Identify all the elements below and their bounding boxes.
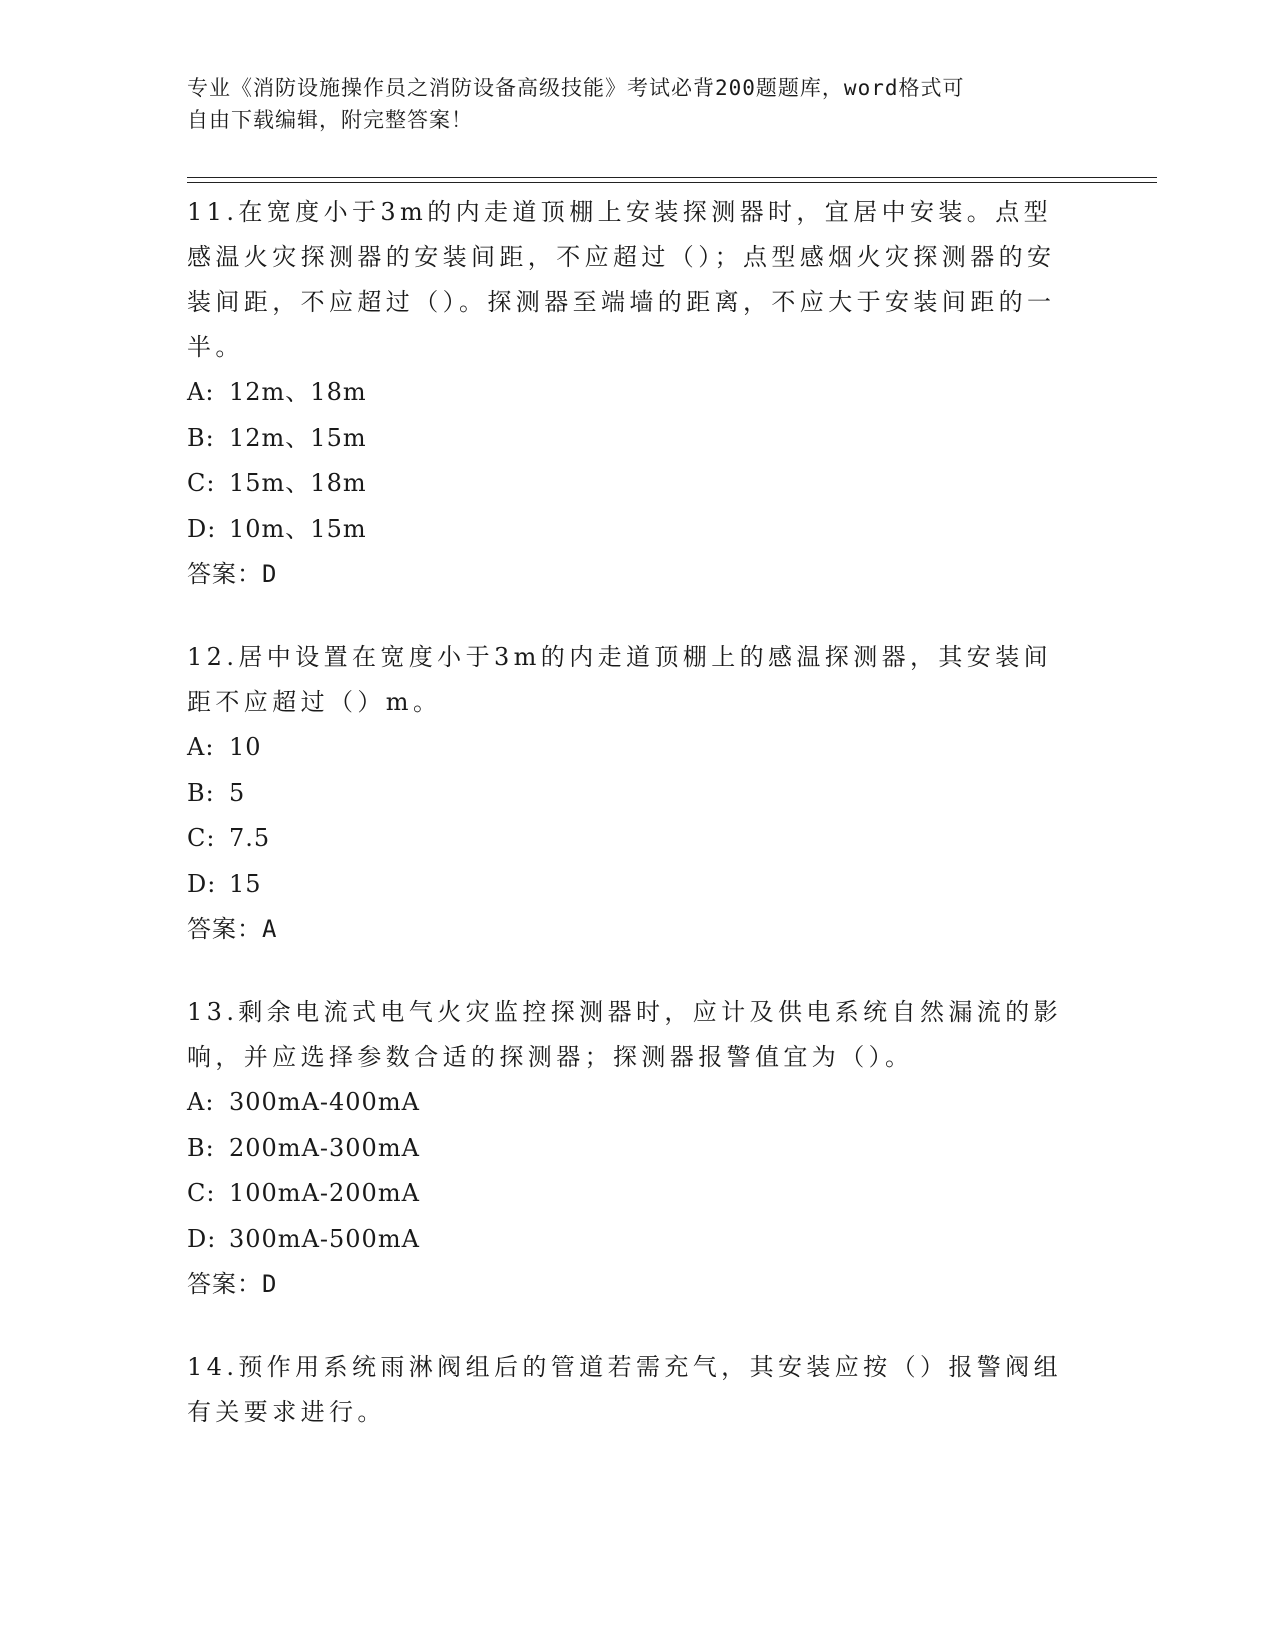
header-line-1: 专业《消防设施操作员之消防设备高级技能》考试必背200题题库，word格式可 bbox=[187, 76, 965, 100]
question-stem: 14.预作用系统雨淋阀组后的管道若需充气，其安装应按（）报警阀组有关要求进行。 bbox=[187, 1353, 1062, 1426]
question-stem: 12.居中设置在宽度小于3m的内走道顶棚上的感温探测器，其安装间距不应超过（）m。 bbox=[187, 643, 1052, 716]
option-d bbox=[187, 862, 1077, 908]
option-d bbox=[187, 1217, 1077, 1263]
option-label: D: bbox=[187, 869, 217, 898]
option-label: C: bbox=[187, 824, 216, 852]
option-b bbox=[187, 1126, 1077, 1172]
option-d bbox=[187, 507, 1077, 553]
option-text: 12m、18m bbox=[229, 378, 367, 406]
option-text: 300mA-500mA bbox=[229, 1224, 420, 1253]
option-text: 12m、15m bbox=[229, 423, 367, 452]
option-a bbox=[187, 370, 1077, 416]
question-stem: 11.在宽度小于3m的内走道顶棚上安装探测器时，宜居中安装。点型感温火灾探测器的安装间距，不应超过（）；点型感烟火灾探测器的安装间距，不应超过（）。探测器至端墙的距离，不应大于安装间距的一半。 bbox=[187, 198, 1056, 361]
option-text: 100mA-200mA bbox=[229, 1179, 420, 1207]
question-12 bbox=[187, 635, 1077, 952]
option-label: D: bbox=[187, 1224, 217, 1253]
option-a bbox=[187, 725, 1077, 771]
option-c bbox=[187, 461, 1077, 507]
option-label: B: bbox=[187, 423, 215, 452]
option-label: A: bbox=[187, 378, 215, 406]
option-text: 10m、15m bbox=[229, 514, 367, 543]
document-header bbox=[187, 72, 1067, 136]
option-b bbox=[187, 416, 1077, 462]
question-list bbox=[187, 190, 1077, 1473]
option-label: C: bbox=[187, 469, 216, 497]
option-c bbox=[187, 1171, 1077, 1217]
answer-line: 答案：A bbox=[187, 915, 278, 943]
option-text: 15 bbox=[229, 869, 262, 898]
option-text: 200mA-300mA bbox=[229, 1133, 420, 1162]
option-text: 15m、18m bbox=[229, 469, 367, 497]
answer-line: 答案：D bbox=[187, 560, 278, 588]
option-a bbox=[187, 1080, 1077, 1126]
option-label: A: bbox=[187, 1088, 215, 1116]
option-b bbox=[187, 771, 1077, 817]
header-divider-bottom bbox=[187, 182, 1157, 183]
option-c bbox=[187, 816, 1077, 862]
option-label: C: bbox=[187, 1179, 216, 1207]
option-text: 10 bbox=[229, 733, 262, 761]
option-label: A: bbox=[187, 733, 215, 761]
option-text: 5 bbox=[229, 778, 246, 807]
question-stem: 13.剩余电流式电气火灾监控探测器时，应计及供电系统自然漏流的影响，并应选择参数合适的探测器；探测器报警值宜为（）。 bbox=[187, 998, 1062, 1071]
header-divider-top bbox=[187, 177, 1157, 178]
option-label: B: bbox=[187, 1133, 215, 1162]
answer-line: 答案：D bbox=[187, 1270, 278, 1298]
question-14 bbox=[187, 1345, 1077, 1435]
option-label: B: bbox=[187, 778, 215, 807]
option-label: D: bbox=[187, 514, 217, 543]
question-11 bbox=[187, 190, 1077, 597]
option-text: 7.5 bbox=[229, 824, 271, 852]
header-line-2: 自由下载编辑，附完整答案！ bbox=[187, 108, 473, 132]
option-text: 300mA-400mA bbox=[229, 1088, 420, 1116]
question-13 bbox=[187, 990, 1077, 1307]
